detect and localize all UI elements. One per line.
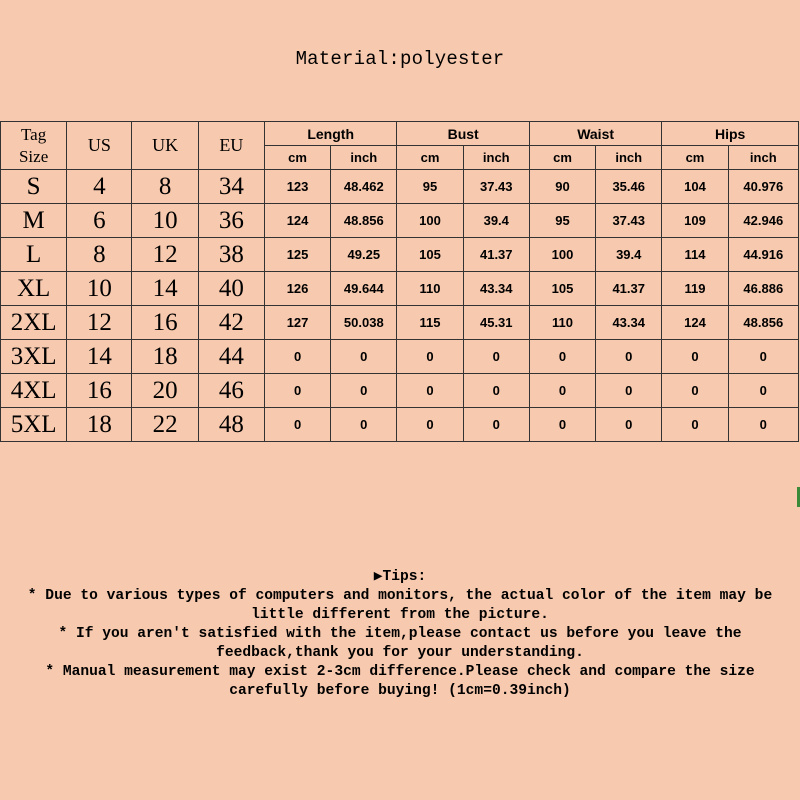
measurement-cell: 124	[264, 204, 330, 238]
eu-header: EU	[198, 122, 264, 170]
measurement-cell: 126	[264, 272, 330, 306]
length-header: Length	[264, 122, 396, 146]
measurement-cell: 0	[728, 374, 798, 408]
region-size-cell: 18	[67, 408, 132, 442]
region-size-cell: 44	[198, 340, 264, 374]
measurement-cell: 114	[662, 238, 728, 272]
measurement-cell: 0	[463, 408, 529, 442]
measurement-cell: 35.46	[596, 170, 662, 204]
table-row	[1, 204, 799, 238]
measurement-cell: 0	[397, 340, 463, 374]
measurement-cell: 109	[662, 204, 728, 238]
region-size-cell: 16	[132, 306, 198, 340]
region-size-cell: 22	[132, 408, 198, 442]
waist-cm-header: cm	[529, 146, 595, 170]
measurement-cell: 110	[529, 306, 595, 340]
measurement-cell: 0	[662, 340, 728, 374]
measurement-cell: 37.43	[596, 204, 662, 238]
measurement-cell: 46.886	[728, 272, 798, 306]
measurement-cell: 41.37	[463, 238, 529, 272]
page-title: Material:polyester	[295, 48, 505, 70]
measurement-cell: 0	[463, 374, 529, 408]
region-size-cell: 48	[198, 408, 264, 442]
bust-inch-header: inch	[463, 146, 529, 170]
measurement-cell: 48.462	[331, 170, 397, 204]
measurement-cell: 95	[397, 170, 463, 204]
region-size-cell: 36	[198, 204, 264, 238]
measurement-cell: 123	[264, 170, 330, 204]
tips-line: * If you aren't satisfied with the item,please contact us before you leave the	[58, 626, 742, 642]
measurement-cell: 41.37	[596, 272, 662, 306]
tips-line: feedback,thank you for your understanding.	[216, 645, 584, 661]
measurement-cell: 0	[662, 408, 728, 442]
tag-size-cell: 2XL	[1, 306, 67, 340]
region-size-cell: 18	[132, 340, 198, 374]
region-size-cell: 4	[67, 170, 132, 204]
region-size-cell: 42	[198, 306, 264, 340]
measurement-cell: 0	[728, 340, 798, 374]
measurement-cell: 48.856	[331, 204, 397, 238]
measurement-cell: 0	[529, 340, 595, 374]
region-size-cell: 38	[198, 238, 264, 272]
measurement-cell: 115	[397, 306, 463, 340]
measurement-cell: 0	[728, 408, 798, 442]
region-size-cell: 10	[132, 204, 198, 238]
table-row	[1, 170, 799, 204]
region-size-cell: 14	[132, 272, 198, 306]
measurement-cell: 0	[264, 408, 330, 442]
tag-size-header	[1, 122, 67, 170]
measurement-cell: 90	[529, 170, 595, 204]
measurement-cell: 0	[662, 374, 728, 408]
hips-inch-header: inch	[728, 146, 798, 170]
hips-header: Hips	[662, 122, 799, 146]
measurement-cell: 48.856	[728, 306, 798, 340]
us-header: US	[67, 122, 132, 170]
measurement-cell: 0	[397, 374, 463, 408]
table-row	[1, 272, 799, 306]
header-row-groups	[1, 122, 799, 146]
region-size-cell: 34	[198, 170, 264, 204]
tag-size-cell: S	[1, 170, 67, 204]
measurement-cell: 50.038	[331, 306, 397, 340]
measurement-cell: 0	[331, 374, 397, 408]
tips-heading: ▶Tips:	[373, 569, 427, 585]
table-row	[1, 408, 799, 442]
tips-section	[0, 568, 800, 701]
region-size-cell: 14	[67, 340, 132, 374]
measurement-cell: 104	[662, 170, 728, 204]
measurement-cell: 0	[331, 408, 397, 442]
measurement-cell: 0	[264, 340, 330, 374]
measurement-cell: 0	[397, 408, 463, 442]
length-inch-header: inch	[331, 146, 397, 170]
tips-line: carefully before buying! (1cm=0.39inch)	[229, 683, 571, 699]
waist-header: Waist	[529, 122, 661, 146]
measurement-cell: 125	[264, 238, 330, 272]
region-size-cell: 12	[132, 238, 198, 272]
region-size-cell: 40	[198, 272, 264, 306]
measurement-cell: 43.34	[596, 306, 662, 340]
measurement-cell: 0	[264, 374, 330, 408]
tag-header-line-1: Tag	[20, 124, 47, 144]
tips-line: * Manual measurement may exist 2-3cm difference.Please check and compare the size	[45, 664, 755, 680]
tag-size-cell: XL	[1, 272, 67, 306]
measurement-cell: 0	[596, 408, 662, 442]
measurement-cell: 119	[662, 272, 728, 306]
tag-size-cell: 3XL	[1, 340, 67, 374]
table-row	[1, 238, 799, 272]
tag-size-cell: M	[1, 204, 67, 238]
tag-size-cell: L	[1, 238, 67, 272]
region-size-cell: 6	[67, 204, 132, 238]
measurement-cell: 43.34	[463, 272, 529, 306]
size-chart-table	[0, 121, 799, 442]
measurement-cell: 49.644	[331, 272, 397, 306]
table-row	[1, 306, 799, 340]
measurement-cell: 49.25	[331, 238, 397, 272]
measurement-cell: 100	[397, 204, 463, 238]
bust-cm-header: cm	[397, 146, 463, 170]
tag-size-cell: 5XL	[1, 408, 67, 442]
tag-header-line-2: Size	[18, 146, 49, 166]
region-size-cell: 12	[67, 306, 132, 340]
measurement-cell: 100	[529, 238, 595, 272]
measurement-cell: 42.946	[728, 204, 798, 238]
measurement-cell: 0	[463, 340, 529, 374]
region-size-cell: 16	[67, 374, 132, 408]
region-size-cell: 46	[198, 374, 264, 408]
measurement-cell: 105	[397, 238, 463, 272]
table-row	[1, 340, 799, 374]
region-size-cell: 10	[67, 272, 132, 306]
tag-size-cell: 4XL	[1, 374, 67, 408]
measurement-cell: 124	[662, 306, 728, 340]
measurement-cell: 0	[331, 340, 397, 374]
region-size-cell: 20	[132, 374, 198, 408]
measurement-cell: 39.4	[463, 204, 529, 238]
measurement-cell: 0	[529, 374, 595, 408]
tips-line: * Due to various types of computers and monitors, the actual color of the item may be	[27, 588, 773, 604]
measurement-cell: 127	[264, 306, 330, 340]
measurement-cell: 39.4	[596, 238, 662, 272]
measurement-cell: 105	[529, 272, 595, 306]
measurement-cell: 0	[596, 340, 662, 374]
measurement-cell: 0	[529, 408, 595, 442]
hips-cm-header: cm	[662, 146, 728, 170]
uk-header: UK	[132, 122, 198, 170]
region-size-cell: 8	[132, 170, 198, 204]
length-cm-header: cm	[264, 146, 330, 170]
measurement-cell: 0	[596, 374, 662, 408]
measurement-cell: 110	[397, 272, 463, 306]
waist-inch-header: inch	[596, 146, 662, 170]
measurement-cell: 44.916	[728, 238, 798, 272]
region-size-cell: 8	[67, 238, 132, 272]
measurement-cell: 40.976	[728, 170, 798, 204]
bust-header: Bust	[397, 122, 529, 146]
measurement-cell: 95	[529, 204, 595, 238]
measurement-cell: 45.31	[463, 306, 529, 340]
table-row	[1, 374, 799, 408]
measurement-cell: 37.43	[463, 170, 529, 204]
size-table-body	[1, 170, 799, 442]
tips-line: little different from the picture.	[251, 607, 549, 623]
